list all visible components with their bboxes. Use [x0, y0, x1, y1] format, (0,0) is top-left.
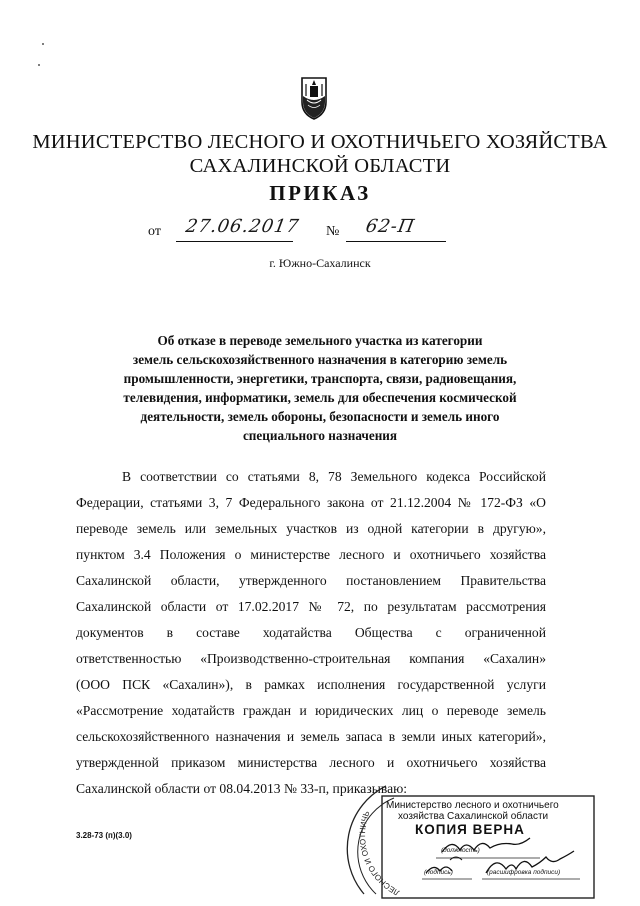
svg-text:ЛЕСНОГО И ОХОТНИЧЬЕГО · ДОКУМЕ: [330, 756, 401, 897]
subject-line: телевидения, информатики, земель для обеспечения космической: [123, 390, 517, 405]
subject-line: специального назначения: [242, 428, 398, 443]
scan-speck: [42, 43, 44, 45]
stamp-decoding-label: (расшифровка подписи): [487, 869, 561, 876]
body-line: (ООО ПСК «Сахалин»), в рамках исполнения государственной услуги: [76, 677, 546, 692]
ministry-name: [0, 130, 640, 178]
stamp-position-label: (должность): [441, 847, 480, 854]
number-prefix: №: [326, 224, 340, 239]
stamp-ministry-line-2: хозяйства Сахалинской области: [398, 811, 549, 822]
number-underline: [346, 241, 446, 242]
body-line: ответственностью «Производственно-строительная компания «Сахалин»: [76, 651, 546, 666]
body-line: В соответствии со статьями 8, 78 Земельного кодекса Российской: [122, 469, 546, 484]
subject-line: Об отказе в переводе земельного участка из категории: [157, 333, 483, 348]
stamp-ministry-line-1: Министерство лесного и охотничьего: [386, 800, 559, 811]
body-line: Сахалинской области, утвержденного постановлением Правительства: [76, 573, 546, 588]
order-subject: [100, 331, 540, 445]
stamp-ring-text: ЛЕСНОГО И ОХОТНИЧЬ: [358, 809, 401, 898]
order-body: [76, 464, 546, 802]
date-underline: [176, 241, 293, 242]
coat-of-arms-icon: [299, 76, 329, 120]
body-line: Сахалинской области от 08.04.2013 № 33-п, приказываю:: [76, 781, 408, 796]
document-code: 3.28-73 (п)(3.0): [76, 831, 132, 840]
document-type: ПРИКАЗ: [269, 181, 371, 205]
order-meta: [0, 216, 640, 246]
body-line: документов в составе ходатайства Общества с ограниченной: [76, 625, 546, 640]
body-line: переводе земель или земельных участков из одной категории в другую»,: [76, 521, 546, 536]
subject-line: земель сельскохозяйственного назначения в категорию земель: [132, 352, 508, 367]
order-number: 62-П: [364, 216, 417, 237]
body-line: Федерации, статьями 3, 7 Федерального закона от 21.12.2004 № 172-ФЗ «О: [76, 495, 546, 510]
subject-line: деятельности, земель обороны, безопасности и земель иного: [140, 409, 500, 424]
stamp-signature-label: (подпись): [424, 869, 453, 876]
ministry-line-2: САХАЛИНСКОЙ ОБЛАСТИ: [189, 155, 451, 177]
subject-line: промышленности, энергетики, транспорта, связи, радиовещания,: [123, 371, 517, 386]
date-prefix: от: [148, 224, 161, 239]
body-line: пунктом 3.4 Положения о министерстве лесного и охотничьего хозяйства: [76, 547, 546, 562]
stamp-certified-copy: КОПИЯ ВЕРНА: [415, 822, 525, 837]
order-date: 27.06.2017: [184, 216, 301, 237]
body-line: Сахалинской области от 17.02.2017 № 72, по результатам рассмотрения: [76, 599, 546, 614]
body-line: «Рассмотрение ходатайств граждан и юридических лиц о переводе земель: [76, 703, 546, 718]
ministry-line-1: МИНИСТЕРСТВО ЛЕСНОГО И ОХОТНИЧЬЕГО ХОЗЯЙСТВА: [32, 131, 608, 153]
body-line: сельскохозяйственного назначения и земель запаса в земли иных категорий»,: [76, 729, 546, 744]
city: г. Южно-Сахалинск: [269, 256, 371, 270]
scan-speck: [38, 64, 40, 66]
body-line: утвержденной приказом министерства лесного и охотничьего хозяйства: [76, 755, 546, 770]
